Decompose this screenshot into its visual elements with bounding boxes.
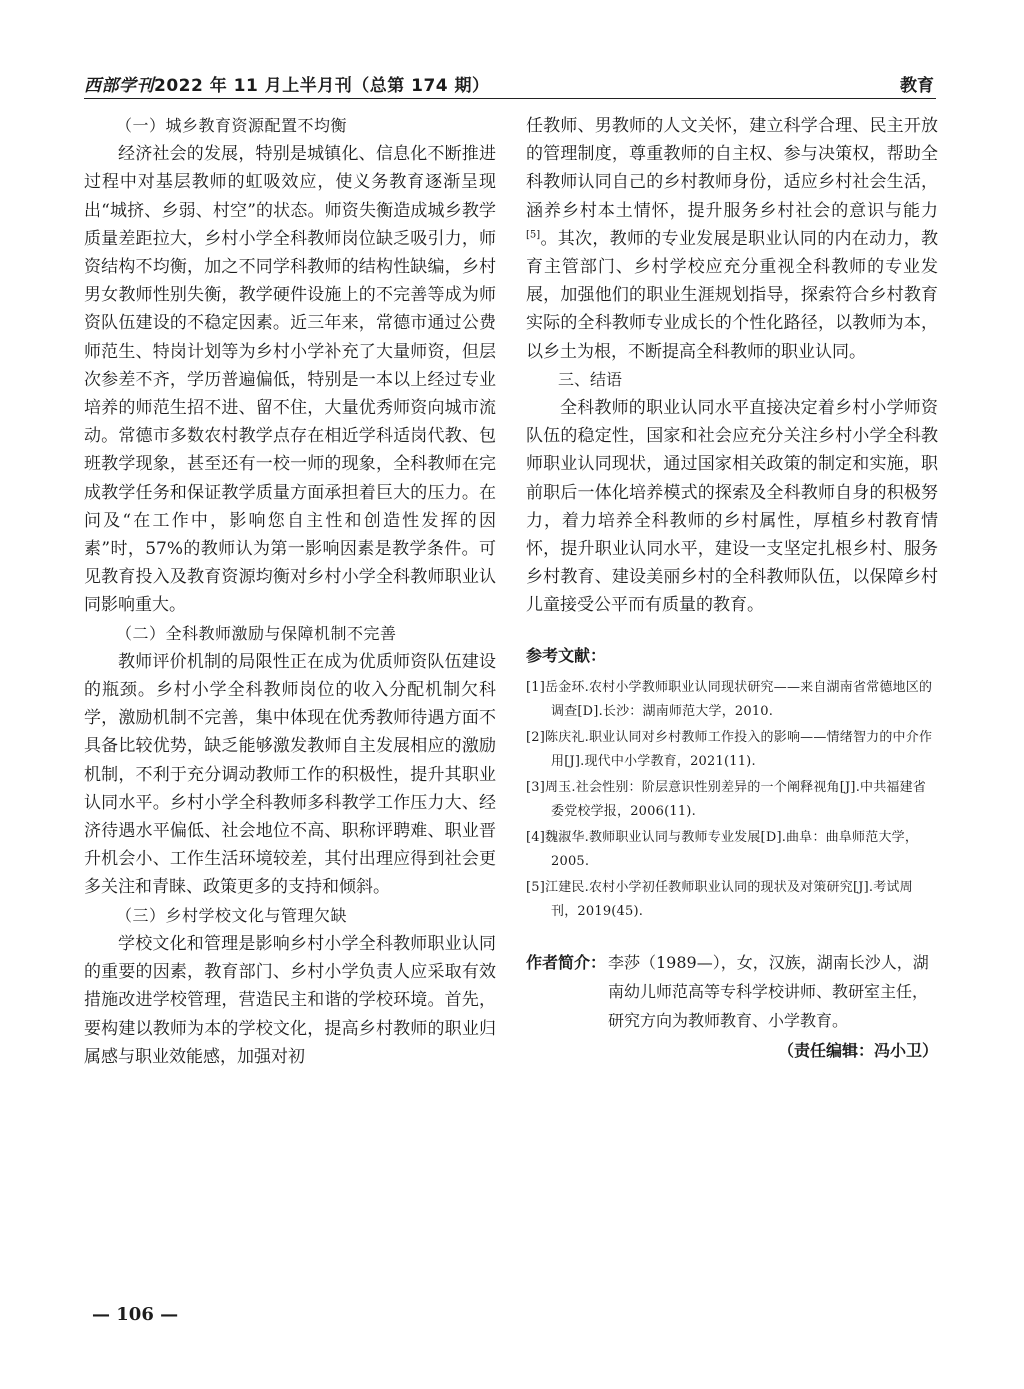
paragraph-text: 任教师、男教师的人文关怀，建立科学合理、民主开放的管理制度，尊重教师的自主权、参与决策权，帮助全科教师认同自己的乡村教师身份，适应乡村社会生活，涵养乡村本土情怀，提升服务乡村社会的意识与能力 (526, 116, 938, 221)
citation-marker: [5] (526, 229, 541, 241)
reference-item: [2]陈庆礼.职业认同对乡村教师工作投入的影响——情绪智力的中介作用[J].现代中小学教育，2021(11). (526, 729, 933, 769)
left-column (84, 112, 496, 1071)
responsible-editor: （责任编辑：冯小卫） (777, 1040, 938, 1060)
reference-item: [5]江建民.农村小学初任教师职业认同的现状及对策研究[J].考试周刊，2019(45). (526, 879, 913, 919)
author-text: 李莎（1989—），女，汉族，湖南长沙人，湖南幼儿师范高等专科学校讲师、教研室主任，研究方向为教师教育、小学教育。 (608, 952, 929, 1030)
continued-paragraph (526, 112, 938, 366)
paragraph: 教师评价机制的局限性正在成为优质师资队伍建设的瓶颈。乡村小学全科教师岗位的收入分配机制欠科学，激励机制不完善，集中体现在优秀教师待遇方面不具备比较优势，缺乏能够激发教师自主发展相应的激励机制，不利于充分调动教师工作的积极性，提升其职业认同水平。乡村小学全科教师多科教学工作压力大、经济待遇水平偏低、社会地位不高、职称评聘难、职业晋升机会小、工作生活环境较差，其付出理应得到社会更多关注和青睐、政策更多的支持和倾斜。 (84, 651, 496, 898)
paragraph: 学校文化和管理是影响乡村小学全科教师职业认同的重要的因素，教育部门、乡村小学负责人应采取有效措施改进学校管理，营造民主和谐的学校环境。首先，要构建以教师为本的学校文化，提高乡村教师的职业归属感与职业效能感，加强对初 (84, 933, 496, 1067)
reference-item: [4]魏淑华.教师职业认同与教师专业发展[D].曲阜：曲阜师范大学，2005. (526, 829, 919, 869)
subsection-title-2: （二）全科教师激励与保障机制不完善 (116, 623, 397, 643)
section-title-conclusion: 三、结语 (558, 369, 623, 389)
journal-header (84, 68, 936, 99)
subsection-title-3: （三）乡村学校文化与管理欠缺 (116, 905, 348, 925)
journal-logo: 西部学刊 (84, 76, 154, 96)
author-bio (526, 948, 938, 1035)
page-number: — 106 — (92, 1304, 179, 1325)
section-name: 教育 (900, 76, 934, 96)
issue-info: 2022 年 11 月上半月刊（总第 174 期） (154, 76, 490, 96)
right-column (526, 112, 938, 1065)
conclusion-paragraph: 全科教师的职业认同水平直接决定着乡村小学师资队伍的稳定性，国家和社会应充分关注乡村小学全科教师职业认同现状，通过国家相关政策的制定和实施，职前职后一体化培养模式的探索及全科教师自身的积极努力，着力培养全科教师的乡村属性，厚植乡村教育情怀，提升职业认同水平，建设一支坚定扎根乡村、服务乡村教育、建设美丽乡村的全科教师队伍，以保障乡村儿童接受公平而有质量的教育。 (526, 398, 938, 616)
subsection-title-1: （一）城乡教育资源配置不均衡 (116, 116, 348, 135)
references-list (526, 676, 938, 924)
reference-item: [1]岳金环.农村小学教师职业认同现状研究——来自湖南省常德地区的调查[D].长沙：湖南师范大学，2010. (526, 679, 933, 719)
paragraph: 经济社会的发展，特别是城镇化、信息化不断推进过程中对基层教师的虹吸效应，使义务教育逐渐呈现出“城挤、乡弱、村空”的状态。师资失衡造成城乡教学质量差距拉大，乡村小学全科教师岗位缺乏吸引力，师资结构不均衡，加之不同学科教师的结构性缺编，乡村男女教师性别失衡，教学硬件设施上的不完善等成为师资队伍建设的不稳定因素。近三年来，常德市通过公费师范生、特岗计划等为乡村小学补充了大量师资，但层次参差不齐，学历普遍偏低，特别是一本以上经过专业培养的师范生招不进、留不住，大量优秀师资向城市流动。常德市多数农村教学点存在相近学科适岗代教、包班教学现象，甚至还有一校一师的现象，全科教师在完成教学任务和保证教学质量方面承担着巨大的压力。在问及“在工作中，影响您自主性和创造性发挥的因素”时，57%的教师认为第一影响因素是教学条件。可见教育投入及教育资源均衡对乡村小学全科教师职业认同影响重大。 (84, 144, 496, 616)
reference-item: [3]周玉.社会性别：阶层意识性别差异的一个阐释视角[J].中共福建省委党校学报，2006(11). (526, 779, 927, 819)
author-label: 作者简介： (526, 952, 607, 972)
references-title: 参考文献： (526, 645, 607, 665)
paragraph-text: 。其次，教师的专业发展是职业认同的内在动力，教育主管部门、乡村学校应充分重视全科教师的专业发展，加强他们的职业生涯规划指导，探索符合乡村教育实际的全科教师专业成长的个性化路径，以教师为本，以乡土为根，不断提高全科教师的职业认同。 (526, 228, 938, 362)
journal-masthead (84, 71, 490, 96)
